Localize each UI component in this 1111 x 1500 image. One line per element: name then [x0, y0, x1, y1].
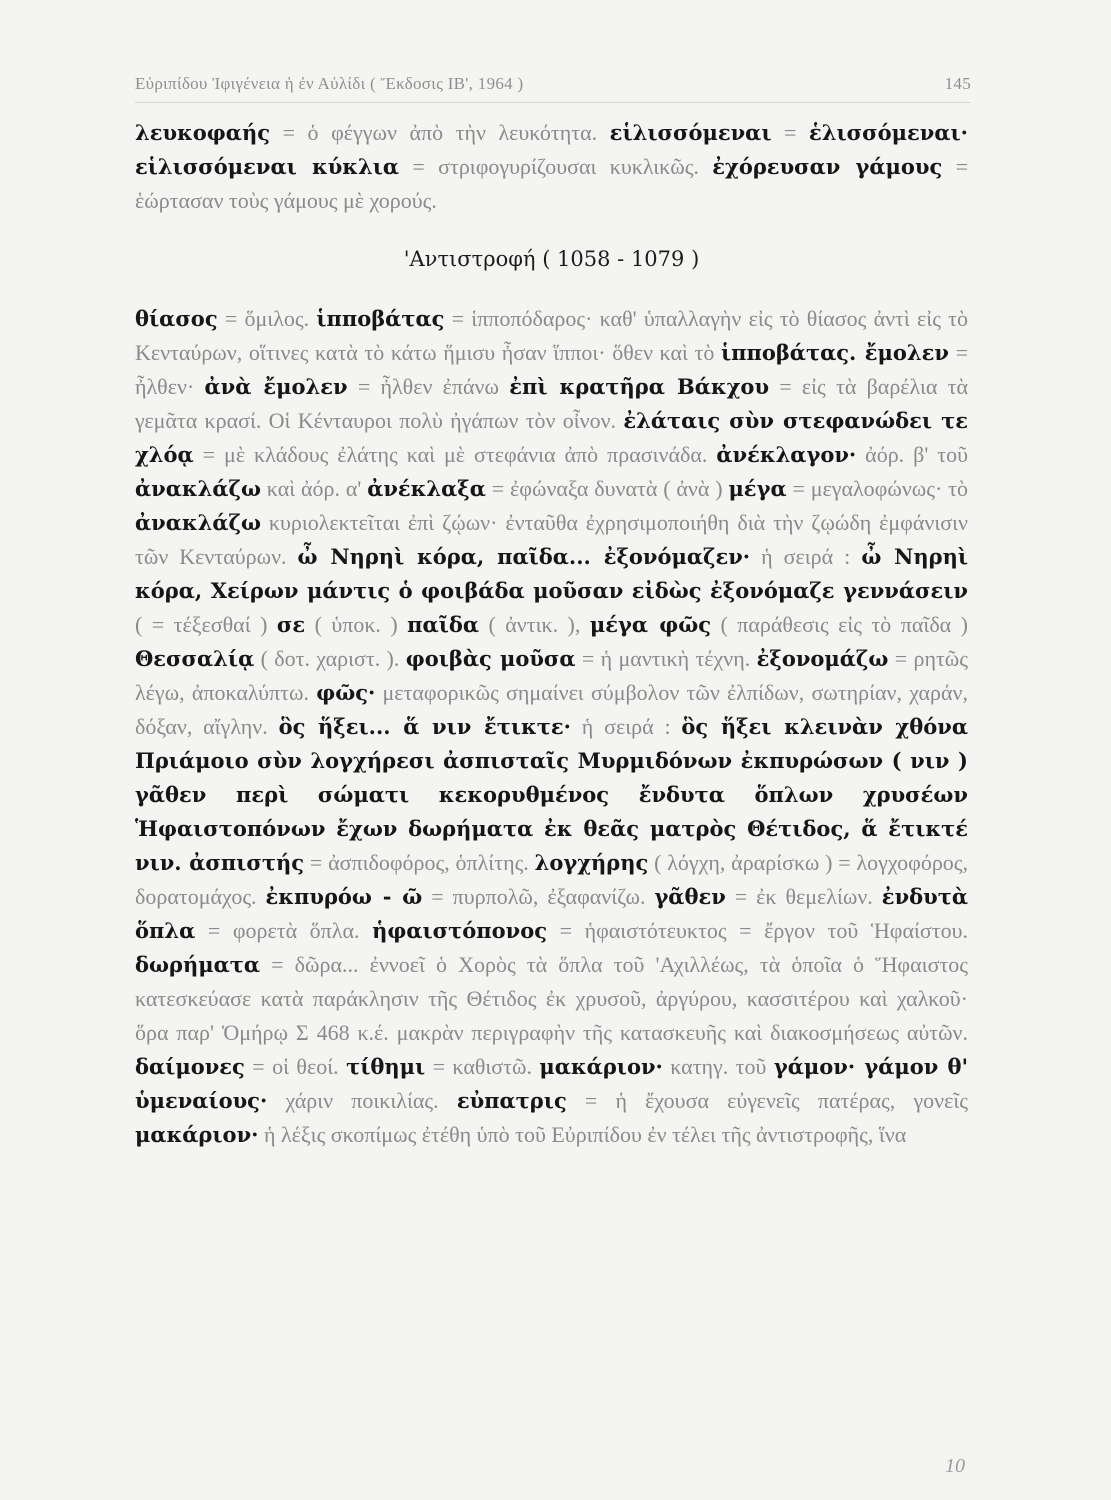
running-header — [135, 74, 971, 94]
gloss-text: ( ὑποκ. ) — [305, 612, 408, 637]
bold-lemma: ὃς ἥξει κλεινὰν χθόνα Πριάμοιο σὺν λογχήρεσι ἀσπισταῖς Μυρμιδόνων ἐκπυρώσων ( νιν ) γᾶθεν περὶ σώματι κεκορυθμένος ἔνδυτα ὅπλων χρυσέων Ἡφαιστοπόνων ἔχων δωρήματα ἐκ θεᾶς ματρὸς Θέτιδος, ἅ ἔτικτέ νιν. ἀσπιστής — [135, 714, 968, 875]
gloss-text: = ἦλθεν ἐπάνω — [347, 374, 510, 399]
gloss-text: = μεγαλοφώνως· τὸ — [786, 476, 968, 501]
gloss-text: μεταφορικῶς σημαίνει σύμβολον τῶν ἐλπίδων, σωτηρίαν, χαράν, δόξαν, αἴγλην. — [135, 680, 968, 739]
bold-lemma: εἱλισσόμεναι — [609, 120, 772, 145]
paragraph-commentary-2 — [135, 302, 968, 1152]
bold-lemma: ἑλισσόμεναι· εἱλισσόμεναι κύκλια — [135, 120, 968, 179]
gloss-text: = πυρπολῶ, ἐξαφανίζω. — [422, 884, 655, 909]
bold-lemma: μακάριον· — [135, 1122, 259, 1147]
gloss-text: ( δοτ. χαριστ. ). — [254, 646, 406, 671]
gloss-text: = ὅμιλος. — [217, 306, 317, 331]
gloss-text: = ὁ φέγγων ἀπὸ τὴν λευκότητα. — [270, 120, 610, 145]
bold-lemma: τίθημι — [346, 1054, 426, 1079]
gloss-text: = ἦλθεν· — [135, 340, 968, 399]
header-rule — [135, 102, 971, 103]
bold-lemma: εὐπατρις — [456, 1088, 567, 1113]
bold-lemma: φῶς· — [316, 680, 376, 705]
gloss-text: = δῶρα... ἐννοεῖ ὁ Χορὸς τὰ ὅπλα τοῦ 'Αχιλλέως, τὰ ὁποῖα ὁ Ἥφαιστος κατεσκεύασε κατὰ παράκλησιν τῆς Θέτιδος ἐκ χρυσοῦ, ἀργύρου, κασσιτέρου καὶ χαλκοῦ· ὅρα παρ' Ὁμήρῳ Σ 468 κ.έ. μακρὰν περιγραφὴν τῆς κατασκευῆς καὶ διακοσμήσεως αὐτῶν. — [135, 952, 968, 1045]
gloss-text: = εἰς τὰ βαρέλια τὰ γεμᾶτα κρασί. Οἱ Κένταυροι πολὺ ἠγάπων τὸν οἶνον. — [135, 374, 968, 433]
bold-lemma: λογχήρης — [534, 850, 649, 875]
bold-lemma: μακάριον· — [539, 1054, 663, 1079]
gloss-text: ( ἀντικ. ), — [479, 612, 590, 637]
gloss-text: ἀόρ. β' τοῦ — [856, 442, 968, 467]
bold-lemma: λευκοφαής — [135, 120, 271, 145]
page-number: 145 — [944, 74, 971, 93]
bold-lemma: φοιβὰς μοῦσα — [405, 646, 576, 671]
gloss-text: = — [771, 120, 810, 145]
bold-lemma: ἐλάταις σὺν στεφανώδει τε χλόᾳ — [135, 408, 968, 467]
bold-lemma: ὦ Νηρηὶ κόρα, παῖδα... ἐξονόμαζεν· — [297, 544, 751, 569]
gloss-text: = ἐκ θεμελίων. — [725, 884, 882, 909]
gloss-text: ( λόγχη, ἀραρίσκω ) = λογχοφόρος, δορατομάχος. — [135, 850, 969, 909]
bold-lemma: ὦ Νηρηὶ κόρα, Χείρων μάντις ὁ φοιβάδα μοῦσαν εἰδὼς ἐξονόμαζε γεννάσειν — [135, 544, 969, 603]
bold-lemma: ἡφαιστόπονος — [372, 918, 548, 943]
bold-lemma: ἀνέκλαξα — [367, 476, 486, 501]
paragraph-commentary-1 — [135, 116, 968, 218]
section-heading: 'Αντιστροφή ( 1058 - 1079 ) — [403, 247, 700, 271]
gloss-text: = ἑώρτασαν τοὺς γάμους μὲ χορούς. — [135, 154, 968, 213]
bold-lemma: ἐκπυρόω - ῶ — [265, 884, 423, 909]
gloss-text: καὶ ἀόρ. α' — [260, 476, 368, 501]
bold-lemma: θίασος — [135, 306, 218, 331]
gloss-text: κυριολεκτεῖται ἐπὶ ζῴων· ἐνταῦθα ἐχρησιμοποιήθη διὰ τὴν ζῳώδη ἐμφάνισιν τῶν Κενταύρων. — [135, 510, 968, 569]
gloss-text: ( παράθεσις εἰς τὸ παῖδα ) — [711, 612, 968, 637]
gloss-text: = φορετὰ ὅπλα. — [195, 918, 373, 943]
gloss-text: = οἱ θεοί. — [244, 1054, 347, 1079]
bold-lemma: δαίμονες — [135, 1054, 245, 1079]
bold-lemma: ὃς ἥξει... ἅ νιν ἔτικτε· — [278, 714, 571, 739]
gloss-text: κατηγ. τοῦ — [662, 1054, 774, 1079]
page-body — [135, 116, 968, 1152]
gloss-text: ἡ σειρά : — [570, 714, 682, 739]
bold-lemma: Θεσσαλίᾳ — [135, 646, 255, 671]
bold-lemma: δωρήματα — [135, 952, 261, 977]
gloss-text: = ἐφώναξα δυνατὰ ( ἀνὰ ) — [485, 476, 729, 501]
bold-lemma: ἐνδυτὰ ὅπλα — [135, 884, 969, 943]
bold-lemma: ἱπποβάτας — [316, 306, 445, 331]
bold-lemma: μέγα — [728, 476, 787, 501]
bold-lemma: παῖδα — [407, 612, 480, 637]
gloss-text: = ἡ ἔχουσα εὐγενεῖς πατέρας, γονεῖς — [566, 1088, 968, 1113]
gloss-text: = ἡφαιστότευκτος = ἔργον τοῦ Ἡφαίστου. — [547, 918, 968, 943]
bold-lemma: ἱπποβάτας. ἔμολεν — [720, 340, 949, 365]
bold-lemma: ἀνὰ ἔμολεν — [204, 374, 348, 399]
gloss-text: = ἱπποπόδαρος· καθ' ὑπαλλαγὴν εἰς τὸ θίασος ἀντὶ εἰς τὸ Κενταύρων, οἵτινες κατὰ τὸ κάτω ἥμισυ ἦσαν ἵπποι· ὅθεν καὶ τὸ — [135, 306, 968, 365]
gloss-text: = μὲ κλάδους ἐλάτης καὶ μὲ στεφάνια ἀπὸ πρασινάδα. — [193, 442, 717, 467]
signature-mark: 10 — [945, 1455, 965, 1477]
bold-lemma: ἐχόρευσαν γάμους — [712, 154, 943, 179]
gloss-text: = ἡ μαντικὴ τέχνη. — [575, 646, 757, 671]
bold-lemma: γᾶθεν — [654, 884, 726, 909]
gloss-text: = καθιστῶ. — [425, 1054, 540, 1079]
gloss-text: = στριφογυρίζουσαι κυκλικῶς. — [399, 154, 713, 179]
gloss-text: ἡ λέξις σκοπίμως ἐτέθη ὑπὸ τοῦ Εὐριπίδου ἐν τέλει τῆς ἀντιστροφῆς, ἵνα — [258, 1122, 907, 1147]
bold-lemma: ἀνέκλαγον· — [716, 442, 857, 467]
gloss-text: ( = τέξεσθαί ) — [135, 612, 277, 637]
running-title: Εὐριπίδου Ἰφιγένεια ἡ ἐν Αὐλίδι ( Ἔκδοσις ΙΒ', 1964 ) — [135, 74, 524, 93]
bold-lemma: ἐπὶ κρατῆρα Βάκχου — [509, 374, 770, 399]
bold-lemma: μέγα φῶς — [589, 612, 712, 637]
gloss-text: = ἀσπιδοφόρος, ὁπλίτης. — [304, 850, 535, 875]
bold-lemma: ἐξονομάζω — [756, 646, 889, 671]
bold-lemma: σε — [276, 612, 306, 637]
gloss-text: ἡ σειρά : — [750, 544, 862, 569]
bold-lemma: ἀνακλάζω — [135, 476, 261, 501]
gloss-text: χάριν ποικιλίας. — [267, 1088, 457, 1113]
bold-lemma: γάμον· γάμον θ' ὑμεναίους· — [135, 1054, 968, 1113]
bold-lemma: ἀνακλάζω — [135, 510, 261, 535]
gloss-text: = ρητῶς λέγω, ἀποκαλύπτω. — [135, 646, 968, 705]
